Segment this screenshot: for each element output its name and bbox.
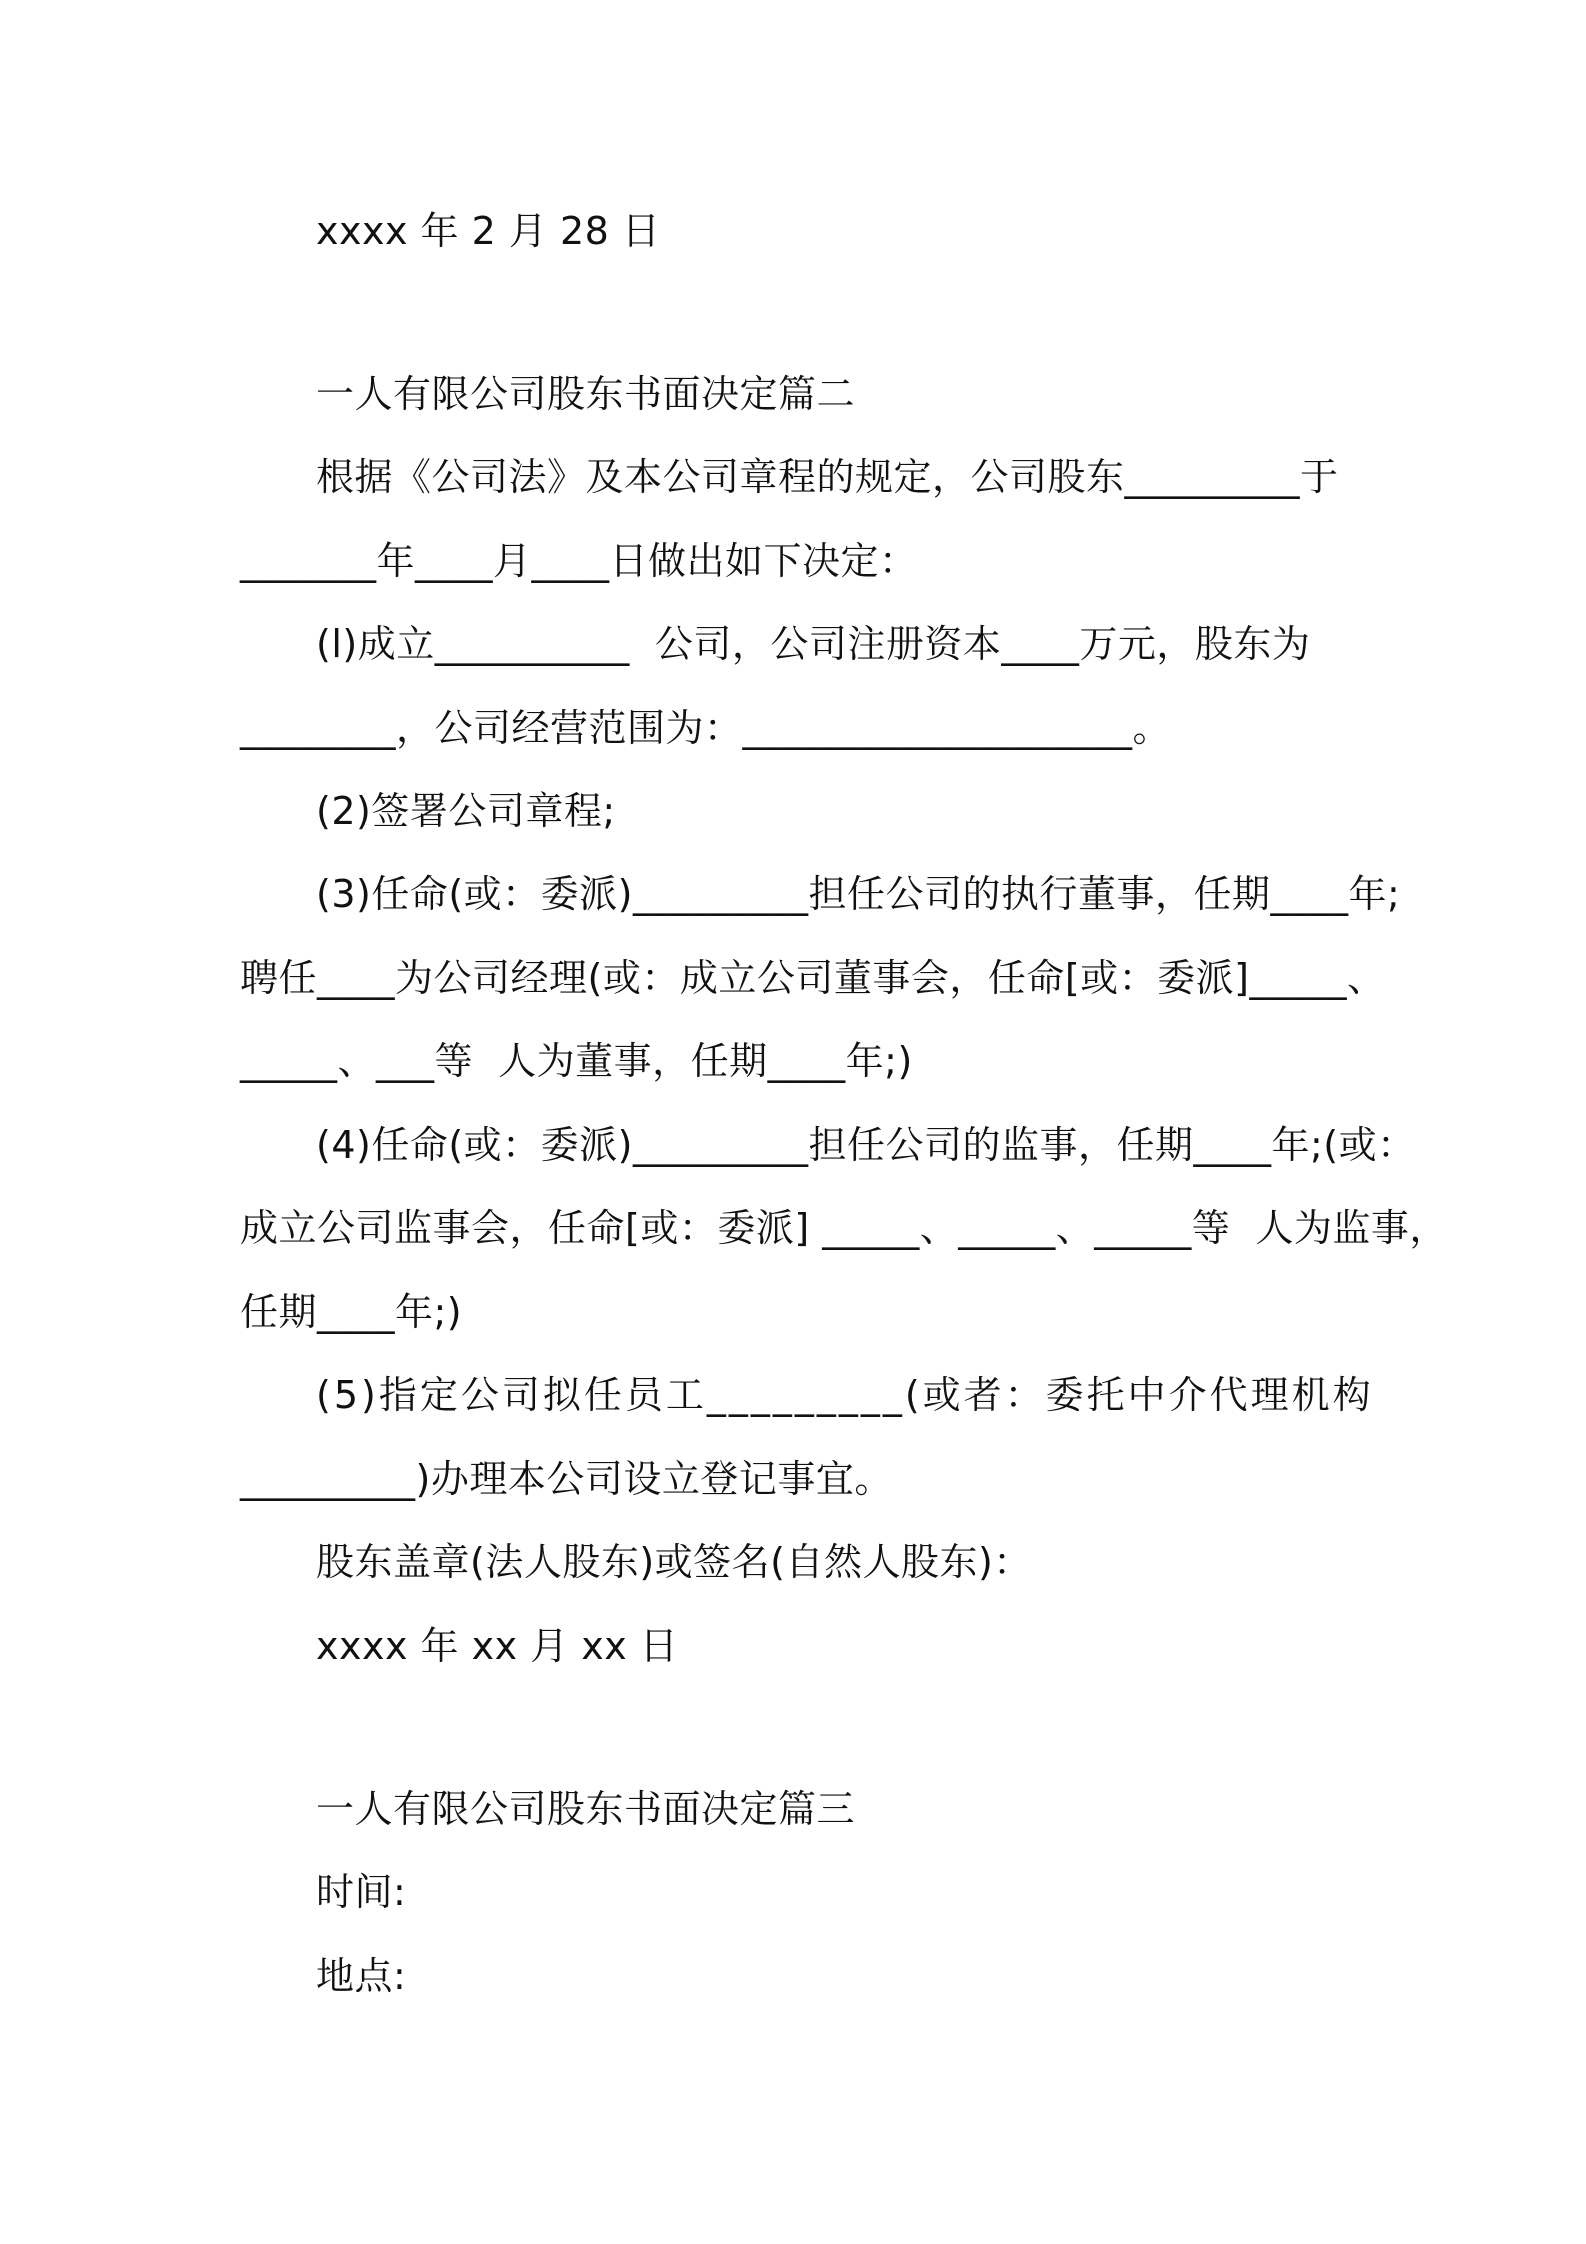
part3-heading: 一人有限公司股东书面决定篇三 <box>316 1787 856 1831</box>
part2-line-13: _________)办理本公司设立登记事宜。 <box>240 1457 893 1501</box>
time-label: 时间: <box>316 1870 407 1914</box>
part2-line-8: _____、___等 人为董事，任期____年;) <box>240 1039 913 1083</box>
part2-heading: 一人有限公司股东书面决定篇二 <box>316 372 856 416</box>
top-date: xxxx 年 2 月 28 日 <box>316 209 661 253</box>
signature-line: 股东盖章(法人股东)或签名(自然人股东)： <box>316 1540 1032 1584</box>
part2-line-12: (5)指定公司拟任员工_________(或者：委托中介代理机构 <box>316 1373 1374 1417</box>
part2-line-2: _______年____月____日做出如下决定： <box>240 539 918 583</box>
place-label: 地点: <box>316 1954 407 1998</box>
part2-line-4: ________，公司经营范围为：____________________。 <box>240 706 1172 750</box>
part2-line-9: (4)任命(或：委派)_________担任公司的监事，任期____年;(或： <box>316 1123 1416 1167</box>
part2-line-5: (2)签署公司章程; <box>316 789 616 833</box>
part2-line-7: 聘任____为公司经理(或：成立公司董事会，任命[或：委派]_____、 <box>240 956 1386 1000</box>
part2-line-10: 成立公司监事会，任命[或：委派] _____、_____、_____等 人为监事， <box>240 1206 1448 1250</box>
signature-date: xxxx 年 xx 月 xx 日 <box>316 1624 679 1668</box>
part2-line-1: 根据《公司法》及本公司章程的规定，公司股东_________于 <box>316 455 1339 499</box>
part2-line-3: (l)成立__________ 公司，公司注册资本____万元，股东为 <box>316 622 1311 666</box>
part2-line-11: 任期____年;) <box>240 1290 463 1334</box>
part2-line-6: (3)任命(或：委派)_________担任公司的执行董事，任期____年; <box>316 872 1401 916</box>
